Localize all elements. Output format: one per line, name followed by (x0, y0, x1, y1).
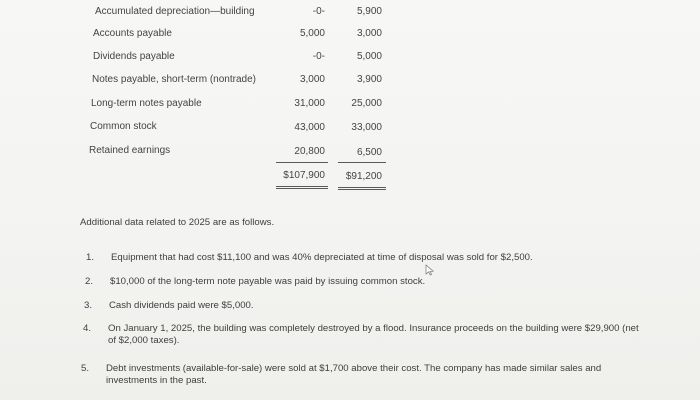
item-text-1: Equipment that had cost $11,100 and was 40% depreciated at time of disposal was sold for $2,500. (111, 252, 533, 263)
item-text-4-line-1: On January 1, 2025, the building was completely destroyed by a flood. Insurance proceeds on the building were $29,900 (net (108, 323, 639, 334)
row-2025-dividends-payable: -0- (312, 51, 325, 62)
item-text-4-line-2: of $2,000 taxes). (108, 335, 180, 346)
row-label-accum-dep: Accumulated depreciation—building (95, 6, 255, 17)
item-number-1: 1. (86, 252, 95, 263)
total-2024: $91,200 (345, 171, 382, 182)
row-2024-notes-payable-short: 3,900 (356, 74, 382, 85)
row-label-long-term-notes: Long-term notes payable (91, 98, 202, 109)
row-2025-retained-earnings: 20,800 (294, 146, 325, 157)
item-text-5-line-2: investments in the past. (106, 375, 207, 386)
row-label-retained-earnings: Retained earnings (89, 145, 171, 156)
row-2024-accounts-payable: 3,000 (356, 28, 382, 39)
total-rule-2025 (276, 162, 328, 163)
row-2024-common-stock: 33,000 (351, 122, 382, 133)
row-label-common-stock: Common stock (90, 121, 157, 132)
total-double-rule-2024-b (338, 189, 386, 190)
item-number-4: 4. (83, 323, 92, 334)
row-2025-notes-payable-short: 3,000 (299, 74, 325, 85)
row-2024-accum-dep: 5,900 (356, 6, 382, 17)
mouse-pointer-icon (425, 264, 435, 276)
item-text-2: $10,000 of the long-term note payable was paid by issuing common stock. (110, 276, 426, 287)
total-2025: $107,900 (283, 170, 325, 181)
row-2024-retained-earnings: 6,500 (356, 147, 382, 158)
total-double-rule-2024-a (338, 187, 386, 188)
row-2025-accum-dep: -0- (312, 6, 325, 17)
row-2025-accounts-payable: 5,000 (299, 28, 325, 39)
row-2024-dividends-payable: 5,000 (356, 51, 382, 62)
item-text-3: Cash dividends paid were $5,000. (109, 300, 254, 311)
row-label-dividends-payable: Dividends payable (93, 51, 175, 62)
total-double-rule-2025-a (276, 186, 328, 187)
row-2024-long-term-notes: 25,000 (351, 98, 382, 109)
total-rule-2024 (338, 162, 386, 163)
item-number-3: 3. (84, 300, 93, 311)
row-label-accounts-payable: Accounts payable (93, 28, 172, 39)
row-2025-long-term-notes: 31,000 (294, 98, 325, 109)
additional-data-intro: Additional data related to 2025 are as follows. (80, 217, 275, 228)
item-number-2: 2. (85, 276, 94, 287)
item-number-5: 5. (81, 363, 90, 374)
item-text-5-line-1: Debt investments (available-for-sale) were sold at $1,700 above their cost. The company has made similar sales and (106, 363, 602, 374)
row-label-notes-payable-short: Notes payable, short-term (nontrade) (92, 74, 256, 85)
row-2025-common-stock: 43,000 (294, 122, 325, 133)
total-double-rule-2025-b (276, 188, 328, 189)
